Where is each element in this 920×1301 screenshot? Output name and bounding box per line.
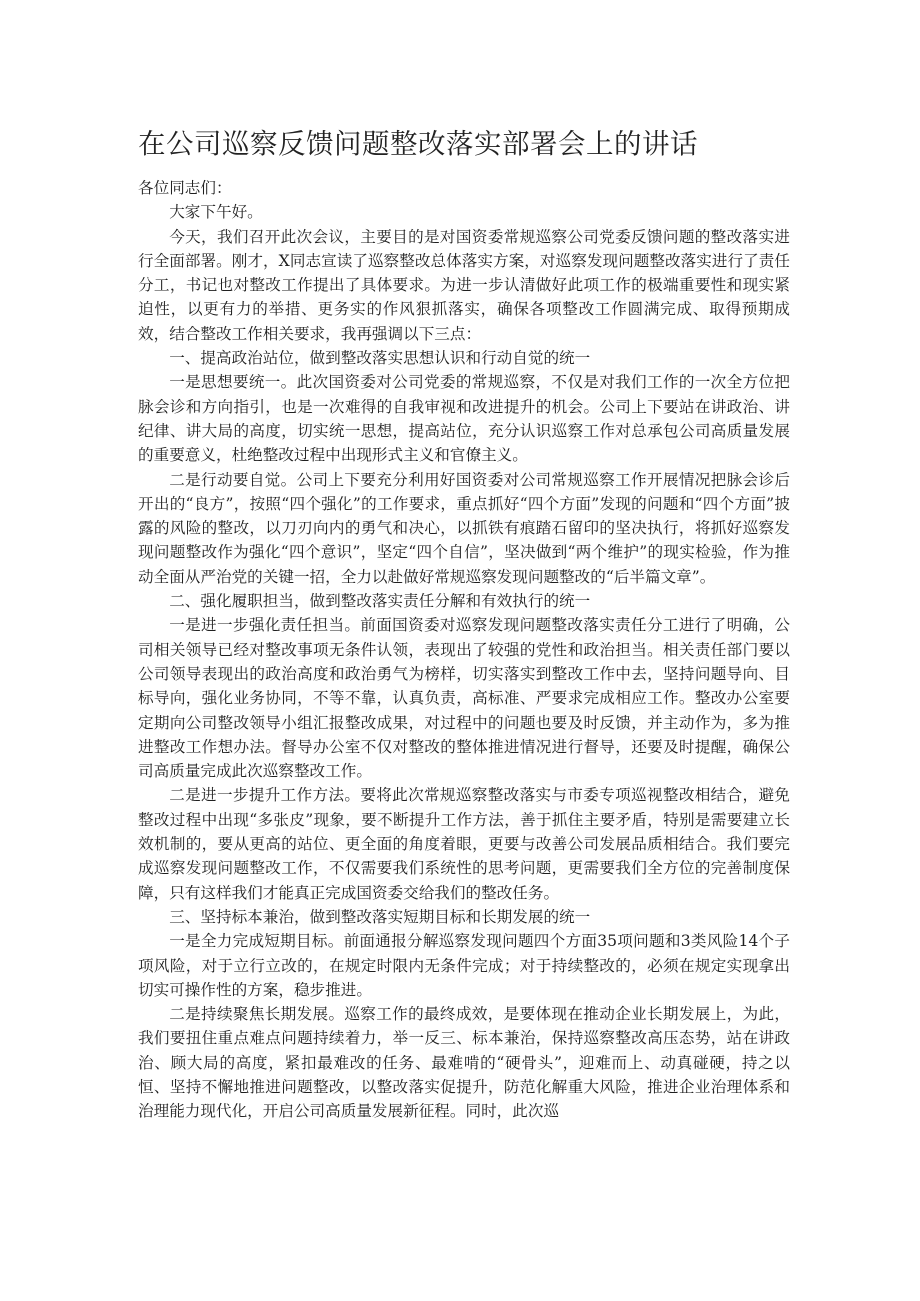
section-heading: 二、强化履职担当，做到整改落实责任分解和有效执行的统一 [169, 592, 591, 611]
paragraph: 一是全力完成短期目标。前面通报分解巡察发现问题四个方面35项问题和3类风险14个子项风险，对于立行立改的，在规定时限内无条件完成；对于持续整改的，必须在规定实现拿出切实可操作性的方案，稳步推进。 [138, 932, 790, 999]
greeting: 大家下午好。 [169, 203, 263, 222]
section-heading: 三、坚持标本兼治，做到整改落实短期目标和长期发展的统一 [169, 907, 591, 926]
intro-paragraph: 今天，我们召开此次会议，主要目的是对国资委常规巡察公司党委反馈问题的整改落实进行全面部署。刚才，X同志宣读了巡察整改总体落实方案，对巡察发现问题整改落实进行了责任分工，书记也对整改工作提出了具体要求。为进一步认清做好此项工作的极端重要性和现实紧迫性，以更有力的举措、更务实的作风狠抓落实，确保各项整改工作圆满完成、取得预期成效，结合整改工作相关要求，我再强调以下三点： [138, 227, 790, 343]
paragraph: 二是进一步提升工作方法。要将此次常规巡察整改落实与市委专项巡视整改相结合，避免整改过程中出现“多张皮”现象，要不断提升工作方法，善于抓住主要矛盾，特别是需要建立长效机制的，要从更高的站位、更全面的角度着眼，更要与改善公司发展品质相结合。我们要完成巡察发现问题整改工作，不仅需要我们系统性的思考问题，更需要我们全方位的完善制度保障，只有这样我们才能真正完成国资委交给我们的整改任务。 [138, 786, 790, 902]
paragraph: 二是行动要自觉。公司上下要充分利用好国资委对公司常规巡察工作开展情况把脉会诊后开出的“良方”，按照“四个强化”的工作要求，重点抓好“四个方面”发现的问题和“四个方面”披露的风险的整改，以刀刃向内的勇气和决心，以抓铁有痕踏石留印的坚决执行，将抓好巡察发现问题整改作为强化“四个意识”，坚定“四个自信”，坚决做到“两个维护”的现实检验，作为推动全面从严治党的关键一招，全力以赴做好常规巡察发现问题整改的“后半篇文章”。 [138, 470, 790, 586]
document-body [138, 176, 790, 1124]
salutation: 各位同志们： [138, 179, 232, 197]
paragraph: 一是思想要统一。此次国资委对公司党委的常规巡察，不仅是对我们工作的一次全方位把脉会诊和方向指引，也是一次难得的自我审视和改进提升的机会。公司上下要站在讲政治、讲纪律、讲大局的高度，切实统一思想，提高站位，充分认识巡察工作对总承包公司高质量发展的重要意义，杜绝整改过程中出现形式主义和官僚主义。 [138, 373, 790, 465]
document-title: 在公司巡察反馈问题整改落实部署会上的讲话 [138, 128, 698, 160]
paragraph: 一是进一步强化责任担当。前面国资委对巡察发现问题整改落实责任分工进行了明确，公司相关领导已经对整改事项无条件认领，表现出了较强的党性和政治担当。相关责任部门要以公司领导表现出的政治高度和政治勇气为榜样，切实落实到整改工作中去，坚持问题导向、目标导向，强化业务协同，不等不靠，认真负责，高标准、严要求完成相应工作。整改办公室要定期向公司整改领导小组汇报整改成果，对过程中的问题也要及时反馈，并主动作为，多为推进整改工作想办法。督导办公室不仅对整改的整体推进情况进行督导，还要及时提醒，确保公司高质量完成此次巡察整改工作。 [138, 616, 790, 781]
paragraph: 二是持续聚焦长期发展。巡察工作的最终成效，是要体现在推动企业长期发展上，为此，我们要扭住重点难点问题持续着力，举一反三、标本兼治，保持巡察整改高压态势，站在讲政治、顾大局的高度，紧扣最难改的任务、最难啃的“硬骨头”，迎难而上、动真碰硬，持之以恒、坚持不懈地推进问题整改，以整改落实促提升，防范化解重大风险，推进企业治理体系和治理能力现代化，开启公司高质量发展新征程。同时，此次巡 [138, 1005, 790, 1121]
section-heading: 一、提高政治站位，做到整改落实思想认识和行动自觉的统一 [169, 349, 591, 368]
